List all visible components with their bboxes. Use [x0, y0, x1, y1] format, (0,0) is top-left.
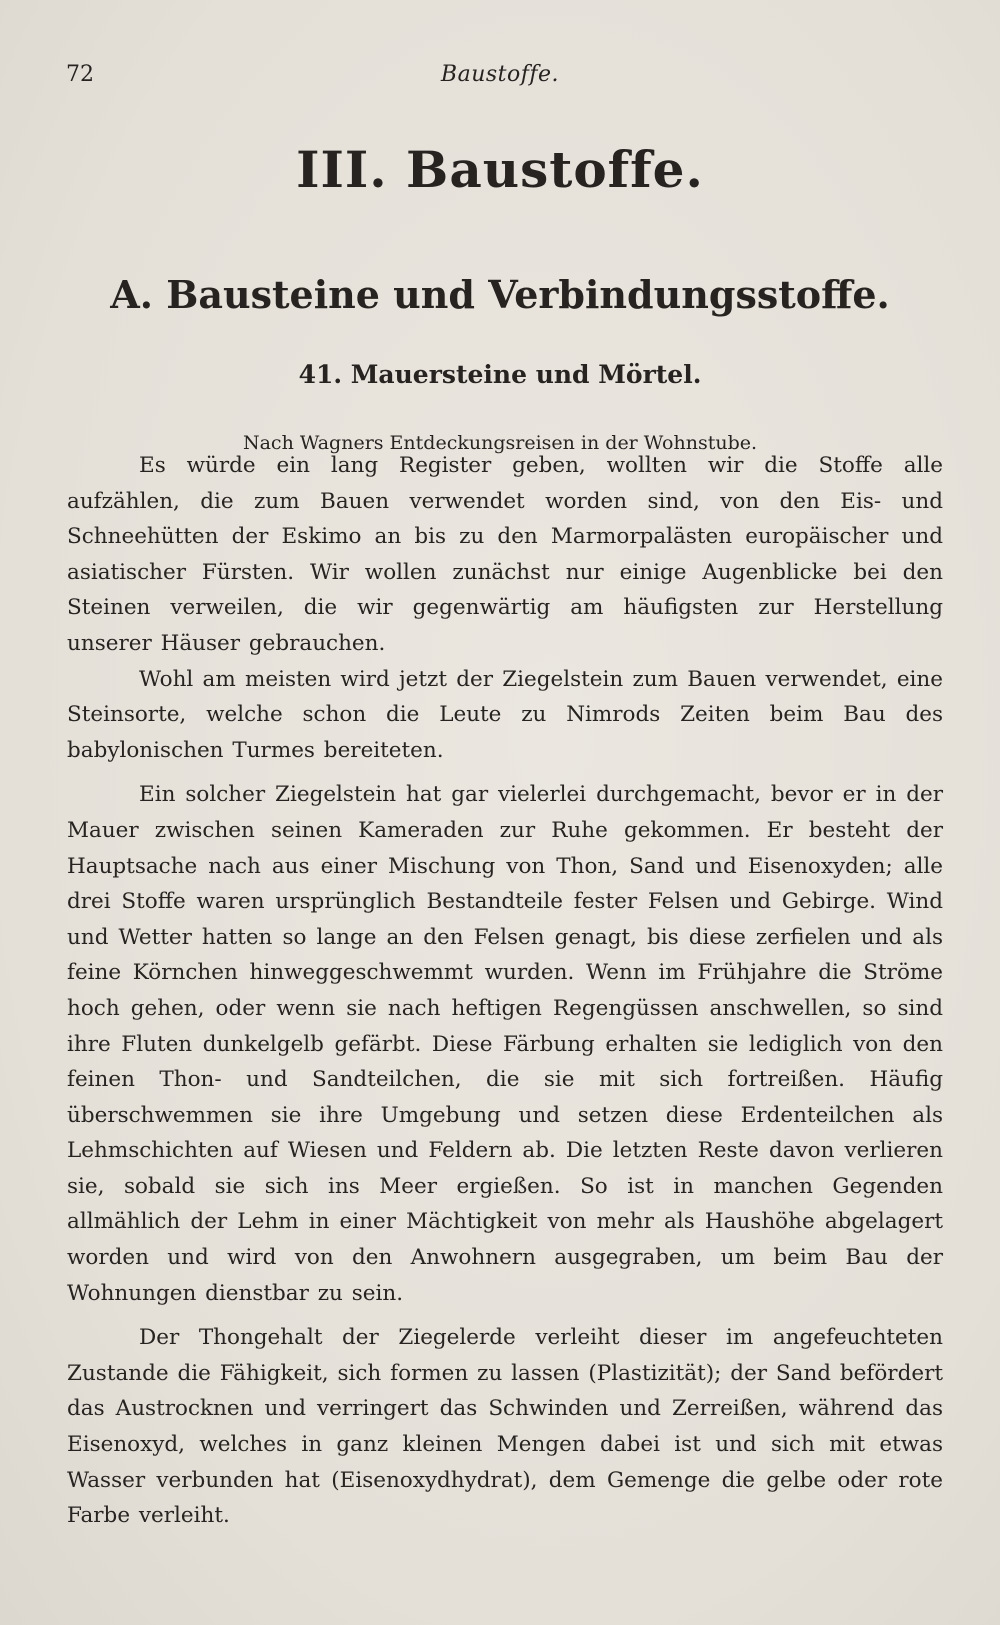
part-title: III. Baustoffe.	[296, 140, 704, 199]
section-title: A. Bausteine und Verbindungsstoffe.	[110, 272, 890, 317]
paragraph: Wohl am meisten wird jetzt der Ziegelstein zum Bauen verwendet, eine Steinsorte, welche schon die Leute zu Nimrods Zeiten beim Bau des babylonischen Turmes bereiteten.	[67, 666, 943, 763]
source-line: Nach Wagners Entdeckungsreisen in der Wohnstube.	[242, 432, 758, 454]
page-header	[66, 62, 934, 92]
paragraph: Es würde ein lang Register geben, wollten wir die Stoffe alle aufzählen, die zum Bauen verwendet worden sind, von den Eis- und Schneehütten der Eskimo an bis zu den Marmorpalästen europäischer und asiatischer Fürsten. Wir wollen zunächst nur einige Augenblicke bei den Steinen verweilen, die wir gegenwärtig am häufigsten zur Herstellung unserer Häuser gebrauchen.	[67, 453, 943, 656]
body-text	[67, 448, 943, 1534]
paragraph: Ein solcher Ziegelstein hat gar vielerlei durchgemacht, bevor er in der Mauer zwischen seinen Kameraden zur Ruhe gekommen. Er besteht der Hauptsache nach aus einer Mischung von Thon, Sand und Eisenoxyden; alle drei Stoffe waren ursprünglich Bestandteile fester Felsen und Gebirge. Wind und Wetter hatten so lange an den Felsen genagt, bis diese zerfielen und als feine Körnchen hinweggeschwemmt wurden. Wenn im Frühjahre die Ströme hoch gehen, oder wenn sie nach heftigen Regengüssen anschwellen, so sind ihre Fluten dunkelgelb gefärbt. Diese Färbung erhalten sie lediglich von den feinen Thon- und Sandteilchen, die sie mit sich fortreißen. Häufig überschwemmen sie ihre Umgebung und setzen diese Erdenteilchen als Lehmschichten auf Wiesen und Feldern ab. Die letzten Reste davon verlieren sie, sobald sie sich ins Meer ergießen. So ist in manchen Gegenden allmählich der Lehm in einer Mächtigkeit von mehr als Haushöhe abgelagert worden und wird von den Anwohnern ausgegraben, um beim Bau der Wohnungen dienstbar zu sein.	[67, 782, 943, 1306]
paragraph: Der Thongehalt der Ziegelerde verleiht dieser im angefeuchteten Zustande die Fähigkeit, sich formen zu lassen (Plastizität); der Sand befördert das Austrocknen und verringert das Schwinden und Zerreißen, während das Eisenoxyd, welches in ganz kleinen Mengen dabei ist und sich mit etwas Wasser verbunden hat (Eisenoxydhydrat), dem Gemenge die gelbe oder rote Farbe verleiht.	[67, 1325, 943, 1529]
chapter-title: 41. Mauersteine und Mörtel.	[298, 360, 702, 389]
running-head: Baustoffe.	[440, 62, 560, 87]
page-number: 72	[66, 62, 94, 87]
